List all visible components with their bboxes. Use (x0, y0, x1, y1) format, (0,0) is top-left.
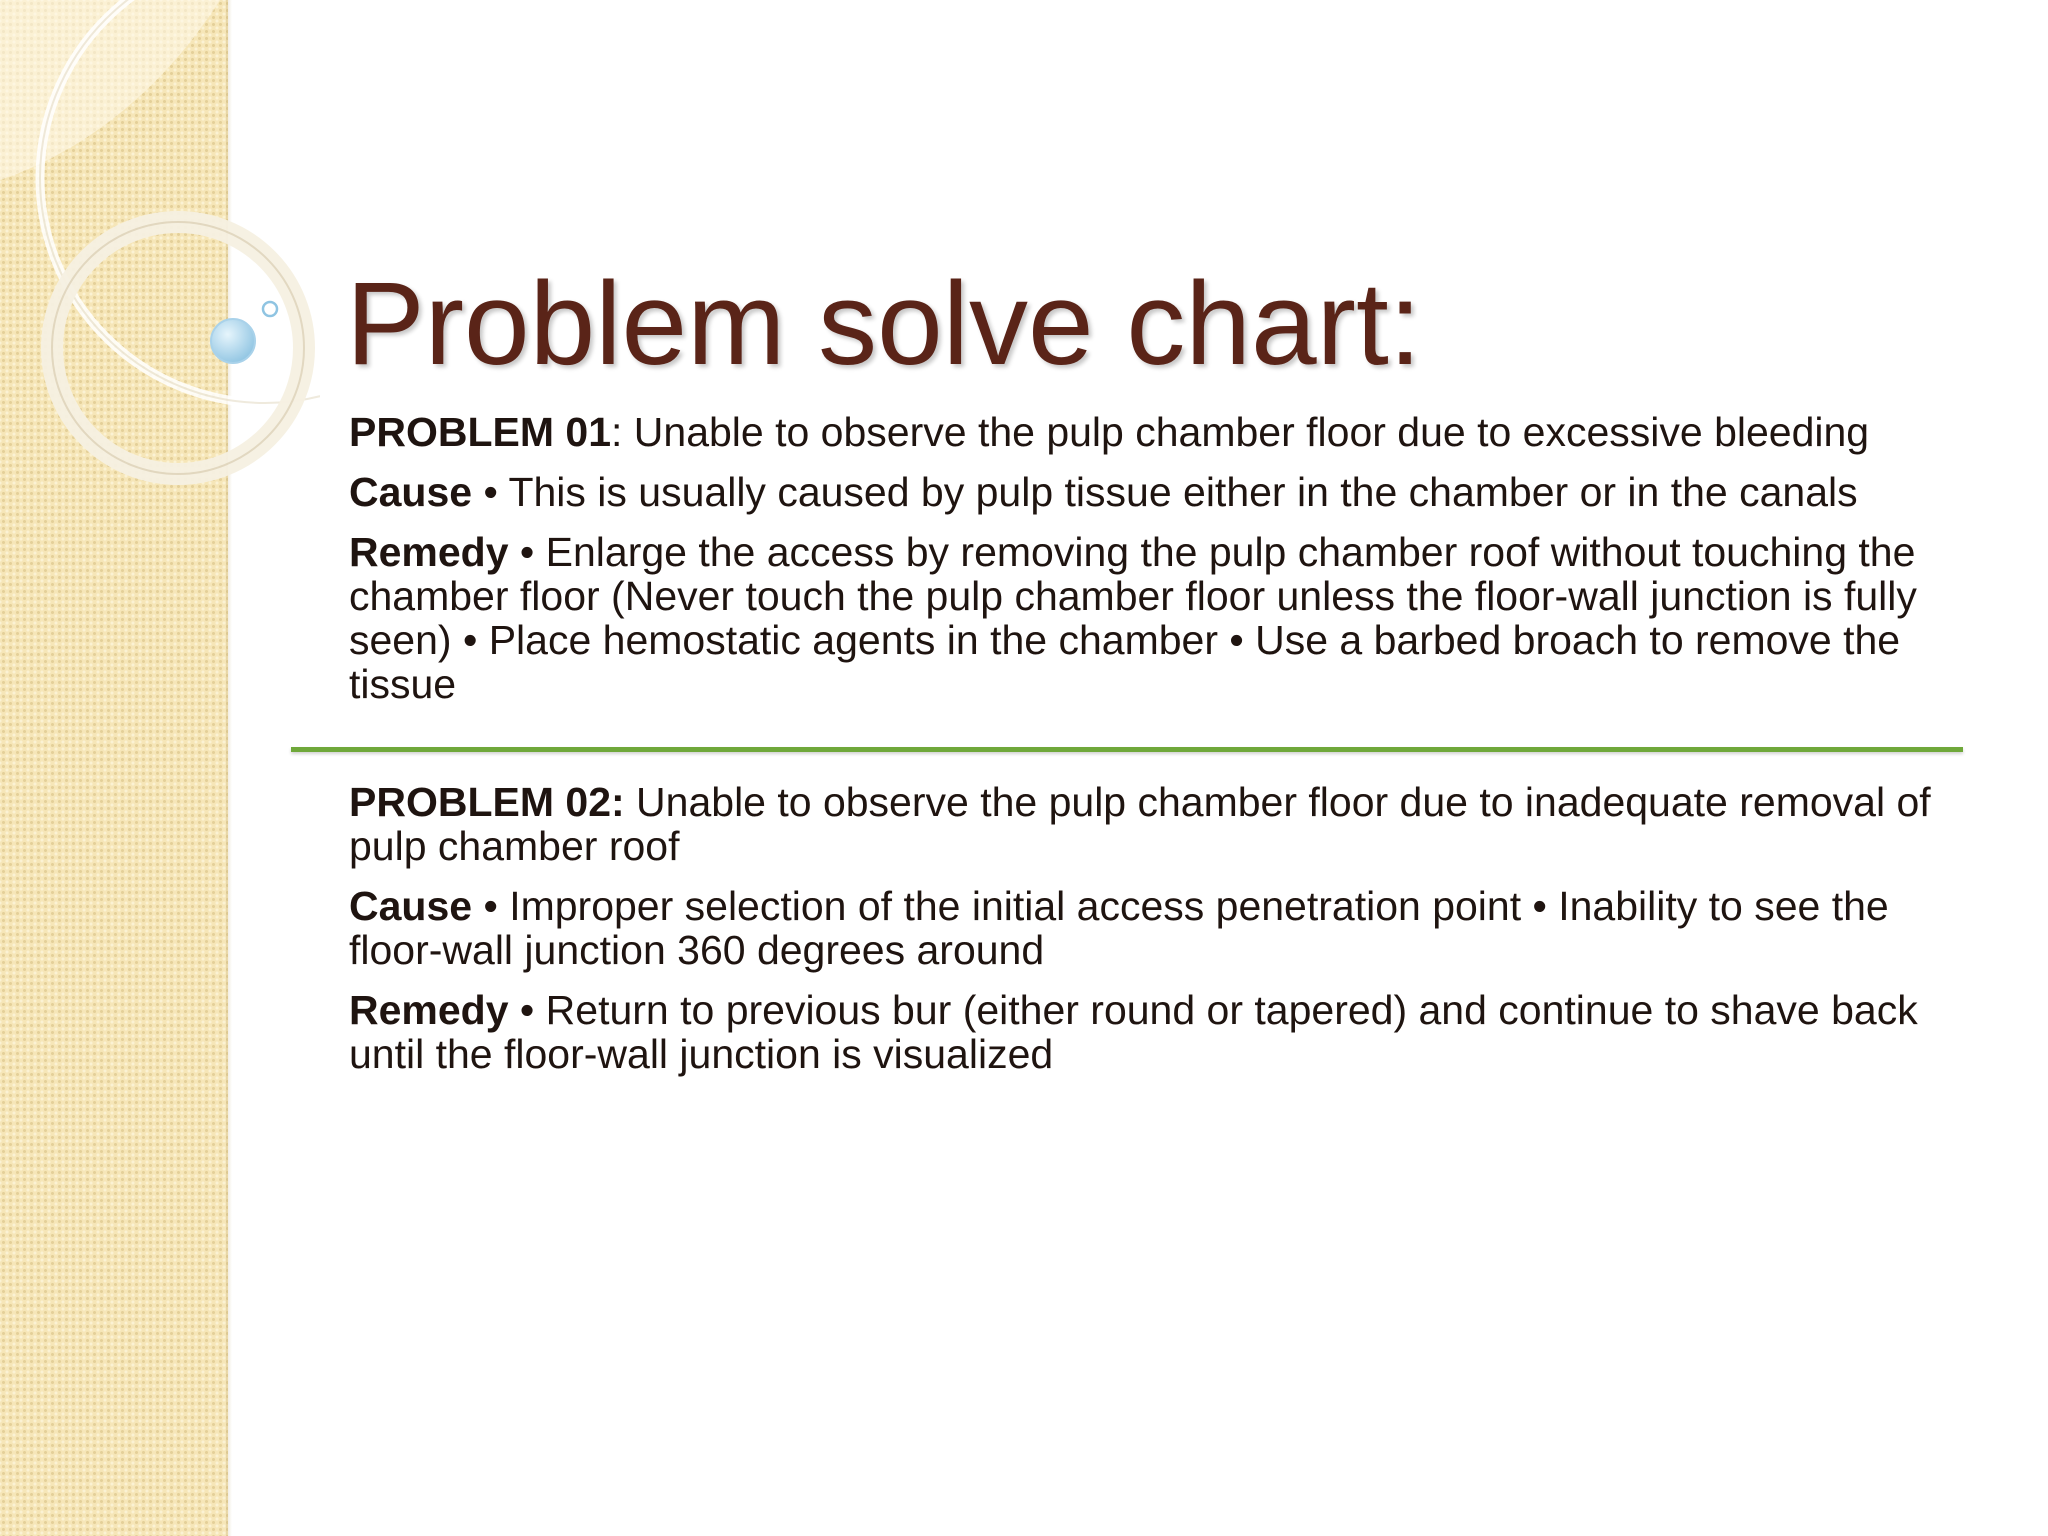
problem-01-statement (349, 410, 1969, 454)
decorative-rings-ornament (0, 0, 320, 520)
cause-text: • This is usually caused by pulp tissue either in the chamber or in the canals (472, 469, 1858, 515)
problem-02-remedy (349, 988, 1969, 1076)
medium-ring (52, 222, 304, 474)
problem-01-remedy (349, 530, 1969, 706)
problem-01-cause (349, 470, 1969, 514)
small-blue-bubble (263, 302, 277, 316)
remedy-label: Remedy (349, 987, 509, 1033)
problem-02-cause (349, 884, 1969, 972)
cause-label: Cause (349, 469, 473, 515)
slide-title: Problem solve chart: (346, 258, 1422, 390)
remedy-label: Remedy (349, 529, 509, 575)
blue-bubble (211, 319, 255, 363)
problem-02-statement (349, 780, 1969, 868)
green-divider-line (291, 747, 1963, 752)
corner-highlight (0, 0, 220, 180)
remedy-text: • Enlarge the access by removing the pulp chamber roof without touching the chamber floor (Never touch the pulp chamber floor unless the floor-wall junction is fully seen) • Place hemostatic agents in the chamber • Use a barbed broach to remove the tissue (349, 529, 1917, 707)
problem-01-label: PROBLEM 01 (349, 409, 611, 455)
cause-text: • Improper selection of the initial access penetration point • Inability to see the floor-wall junction 360 degrees around (349, 883, 1889, 973)
problem-01-text: : Unable to observe the pulp chamber floor due to excessive bleeding (611, 409, 1870, 455)
cause-label: Cause (349, 883, 473, 929)
problem-02-text: Unable to observe the pulp chamber floor due to inadequate removal of pulp chamber roof (349, 779, 1931, 869)
problem-02-label: PROBLEM 02: (349, 779, 625, 825)
remedy-text: • Return to previous bur (either round or tapered) and continue to shave back until the floor-wall junction is visualized (349, 987, 1918, 1077)
